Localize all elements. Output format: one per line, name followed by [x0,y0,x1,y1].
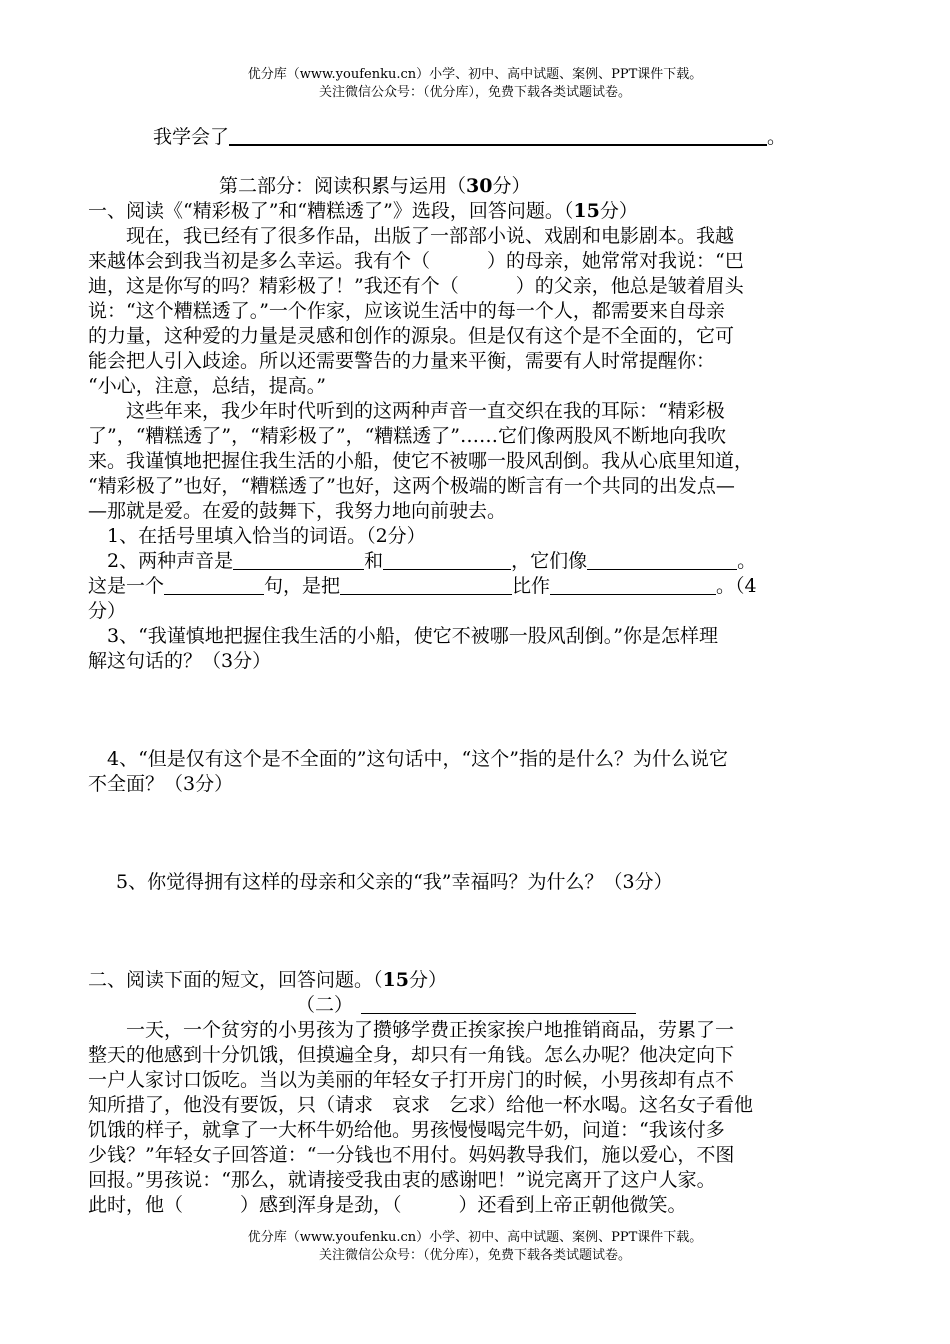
passage1-line: 来越体会到我当初是多么幸运。我有个（ ）的母亲，她常常对我说：“巴 [88,250,744,272]
learned-blank[interactable] [229,126,767,146]
passage1-line: 现在，我已经有了很多作品，出版了一部部小说、戏剧和电影剧本。我越 [88,225,735,247]
passage2-line: 整天的他感到十分饥饿，但摸遍全身，却只有一角钱。怎么办呢？他决定向下 [88,1044,735,1066]
q2-blank-2[interactable] [383,551,511,570]
section1-heading: 一、阅读《“精彩极了”和“糟糕透了”》选段，回答问题。（15分） [88,200,638,222]
passage1-line: 的力量，这种爱的力量是灵感和创作的源泉。但是仅有这个是不全面的，它可 [88,325,735,347]
page-footer-line2: 关注微信公众号：（优分库），免费下载各类试题试卷。 [318,1248,631,1263]
q2-blank-4[interactable] [164,576,264,595]
question-3-line2: 解这句话的？（3分） [88,650,272,672]
passage2-line: 一户人家讨口饭吃。当以为美丽的年轻女子打开房门的时候，小男孩却有点不 [88,1069,735,1091]
q2-blank-3[interactable] [587,551,737,570]
passage1-line: —那就是爱。在爱的鼓舞下，我努力地向前驶去。 [88,500,507,522]
passage1-line: 了”，“糟糕透了”，“精彩极了”，“糟糕透了”……它们像两股风不断地向我吹 [88,425,726,447]
question-2-line3: 分） [88,600,127,622]
passage1-line: “精彩极了”也好，“糟糕透了”也好，这两个极端的断言有一个共同的出发点— [88,475,735,497]
page-header-line1: 优分库（www.youfenku.cn）小学、初中、高中试题、案例、PPT课件下载。 [247,67,703,82]
passage2-line: 饥饿的样子，就拿了一大杯牛奶给他。男孩慢慢喝完牛奶，问道：“我该付多 [88,1119,725,1141]
passage2-line: 少钱？”年轻女子回答道：“一分钱也不用付。妈妈教导我们，施以爱心，不图 [88,1144,735,1166]
passage2-line: 回报。”男孩说：“那么，就请接受我由衷的感谢吧！”说完离开了这户人家。 [88,1169,716,1191]
passage1-line: “小心，注意，总结，提高。” [88,375,326,397]
q2-blank-6[interactable] [550,576,716,595]
section2-subtitle: （二） [296,994,354,1016]
section2-heading: 二、阅读下面的短文，回答问题。（15分） [88,969,447,991]
passage1-line: 这些年来，我少年时代听到的这两种声音一直交织在我的耳际：“精彩极 [88,400,725,422]
passage1-line: 迪，这是你写的吗？精彩极了！”我还有个（ ）的父亲，他总是皱着眉头 [88,275,744,297]
section2-subtitle-line [296,993,696,1018]
question-2-line2: 这是一个 句，是把 比作 。（4 [88,575,757,597]
passage1-line: 说：“这个糟糕透了。”一个作家，应该说生活中的每一个人，都需要来自母亲 [88,300,725,322]
question-4-line2: 不全面？（3分） [88,773,234,795]
question-1: 1、在括号里填入恰当的词语。（2分） [88,525,426,547]
part2-title: 第二部分：阅读积累与运用（30分） [219,175,531,197]
question-4-line1: 4、“但是仅有这个是不全面的”这句话中，“这个”指的是什么？为什么说它 [88,748,728,770]
learned-suffix: 。 [767,126,787,148]
page-header-line2: 关注微信公众号：（优分库），免费下载各类试题试卷。 [318,85,631,100]
question-3-line1: 3、“我谨慎地把握住我生活的小船，使它不被哪一股风刮倒。”你是怎样理 [88,625,719,647]
page-footer-line1: 优分库（www.youfenku.cn）小学、初中、高中试题、案例、PPT课件下载。 [247,1230,703,1245]
passage2-line: 一天，一个贫穷的小男孩为了攒够学费正挨家挨户地推销商品，劳累了一 [88,1019,735,1041]
title-blank[interactable] [361,995,636,1014]
learned-prefix: 我学会了 [153,126,230,148]
passage1-line: 来。我谨慎地把握住我生活的小船，使它不被哪一股风刮倒。我从心底里知道， [88,450,754,472]
passage2-line: 知所措了，他没有要饭，只（请求 哀求 乞求）给他一杯水喝。这名女子看他 [88,1094,754,1116]
question-5: 5、你觉得拥有这样的母亲和父亲的“我”幸福吗？为什么？（3分） [97,871,673,893]
q2-blank-1[interactable] [233,551,364,570]
passage1-line: 能会把人引入歧途。所以还需要警告的力量来平衡，需要有人时常提醒你： [88,350,716,372]
q2-blank-5[interactable] [340,576,512,595]
question-2-line1: 2、两种声音是 和 ，它们像 。 [88,550,757,572]
learned-line [153,125,853,150]
passage2-line: 此时，他（ ）感到浑身是劲，（ ）还看到上帝正朝他微笑。 [88,1194,687,1216]
